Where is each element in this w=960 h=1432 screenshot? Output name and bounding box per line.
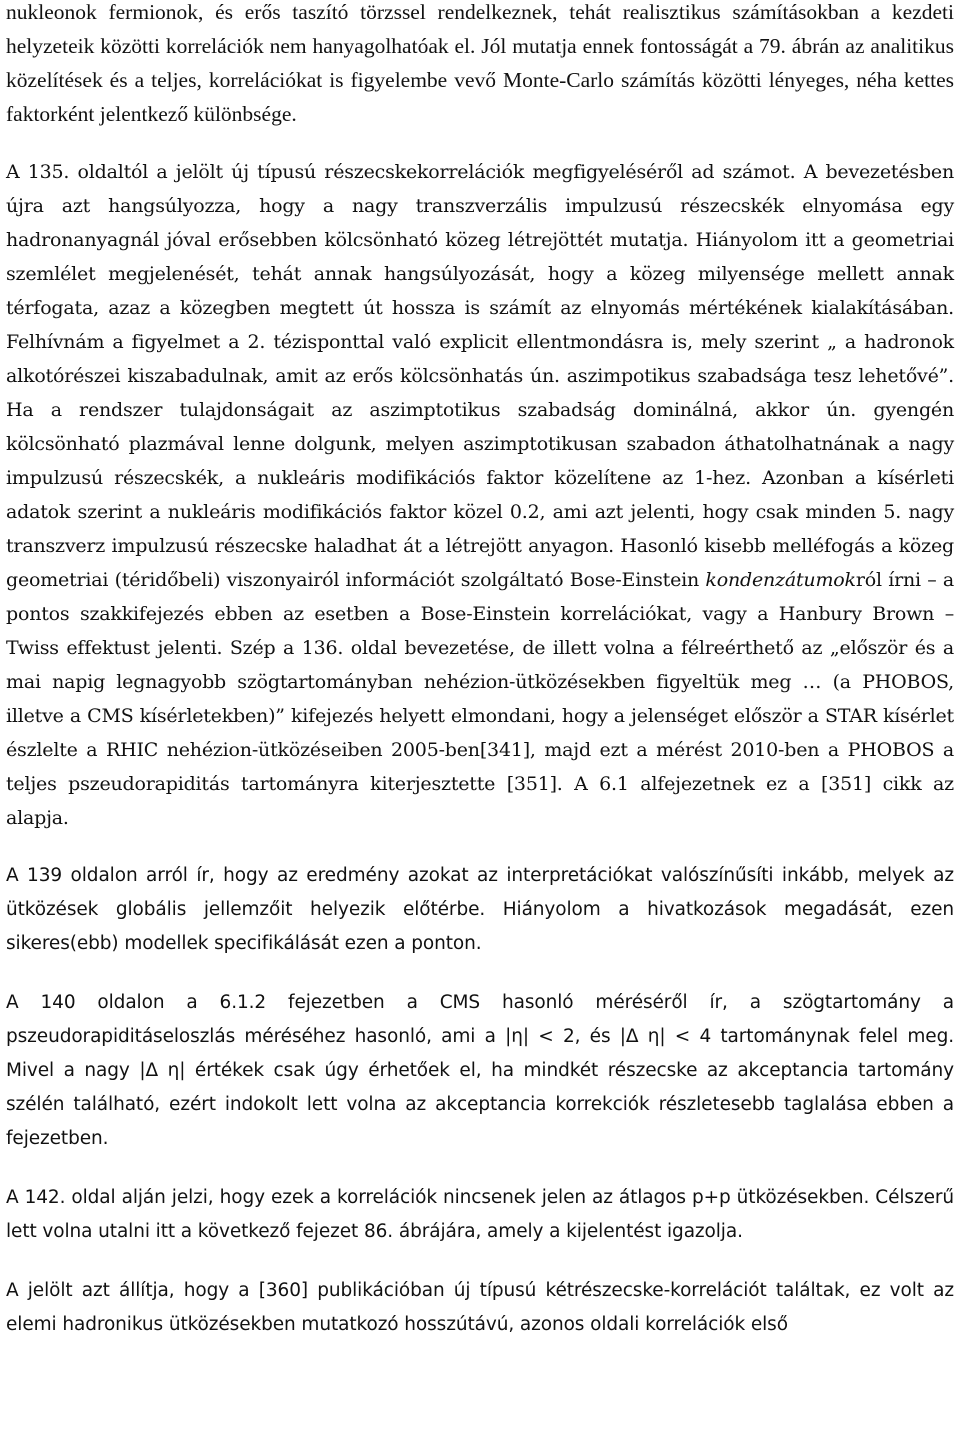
italic-term-kondenzatumok: kondenzátumok bbox=[705, 569, 856, 591]
paragraph-page-139: A 139 oldalon arról ír, hogy az eredmény azokat az interpretációkat valószínűsíti inkább, melyek az ütközések globális jellemzőit helyezik előtérbe. Hiányolom a hivatkozások megadását, ezen sikeres(ebb) modellek specifikálását ezen a ponton. bbox=[6, 865, 954, 954]
paragraph-text-part-2: ról írni – a pontos szakkifejezés ebben az esetben a Bose-Einstein korrelációkat, vagy a Hanbury Brown – Twiss effektust jelenti. Szép a 136. oldal bevezetése, de illett volna a félreérthető az „először és a mai napig legnagyobb szögtartományban nehézion-ütközésekben figyeltük meg … (a PHOBOS, illetve a CMS kísérletekben)” kifejezés helyett elmondani, hogy a jelenséget először a STAR kísérlet észlelte a RHIC nehézion-ütközéseiben 2005-ben[341], majd ezt a mérést 2010-ben a PHOBOS a teljes pszeudorapiditás tartományra kiterjesztette [351]. A 6.1 alfejezetnek ez a [351] cikk az alapja. bbox=[6, 569, 954, 829]
paragraph-publication-360: A jelölt azt állítja, hogy a [360] publikációban új típusú kétrészecske-korrelációt találtak, ez volt az elemi hadronikus ütközésekben mutatkozó hosszútávú, azonos oldali korrelációk első bbox=[6, 1280, 954, 1335]
paragraph-page-140: A 140 oldalon a 6.1.2 fejezetben a CMS hasonló méréséről ír, a szögtartomány a pszeudorapiditáseloszlás méréséhez hasonló, ami a |η| < 2, és |Δ η| < 4 tartománynak felel meg. Mivel a nagy |Δ η| értékek csak úgy érhetőek el, ha mindkét részecske az akceptancia tartomány szélén található, ezért indokolt lett volna az akceptancia korrekciók részletesebb taglalása ebben a fejezetben. bbox=[6, 992, 954, 1149]
paragraph-nucleon-correlations: nukleonok fermionok, és erős taszító törzssel rendelkeznek, tehát realisztikus számításokban a kezdeti helyzeteik közötti korrelációk nem hanyagolhatóak el. Jól mutatja ennek fontosságát a 79. ábrán az analitikus közelítések és a teljes, korrelációkat is figyelembe vevő Monte-Carlo számítás közötti lényeges, néha kettes faktorként jelentkező különbsége. bbox=[6, 0, 954, 126]
paragraph-text-part-1: A 135. oldaltól a jelölt új típusú részecskekorrelációk megfigyeléséről ad számot. A bevezetésben újra azt hangsúlyozza, hogy a nagy transzverzális impulzusú részecskék elnyomása egy hadronanyagnál jóval erősebben kölcsönható közeg létrejöttét mutatja. Hiányolom itt a geometriai szemlélet megjelenését, tehát annak hangsúlyozását, hogy a közeg milyensége mellett annak térfogata, azaz a közegben megtett út hossza is számít az elnyomás mértékének kialakításában. Felhívnám a figyelmet a 2. tézisponttal való explicit ellentmondásra is, mely szerint „ a hadronok alkotórészei kiszabadulnak, amit az erős kölcsönhatás ún. aszimpotikus szabadsága tesz lehetővé”. Ha a rendszer tulajdonságait az aszimptotikus szabadság dominálná, akkor ún. gyengén kölcsönható plazmával lenne dolgunk, melyen aszimptotikusan szabadon áthatolhatnának a nagy impulzusú részecskék, a nukleáris modifikációs faktor közelítene az 1-hez. Azonban a kísérleti adatok szerint a nukleáris modifikációs faktor közel 0.2, ami azt jelenti, hogy csak minden 5. nagy transzverz impulzusú részecske haladhat át a létrejött anyagon. Hasonló kisebb melléfogás a közeg geometriai (téridőbeli) viszonyairól információt szolgáltató Bose-Einstein bbox=[6, 161, 954, 591]
paragraph-page-142: A 142. oldal alján jelzi, hogy ezek a korrelációk nincsenek jelen az átlagos p+p ütközésekben. Célszerű lett volna utalni itt a következő fejezet 86. ábrájára, amely a kijelentést igazolja. bbox=[6, 1187, 954, 1242]
paragraph-page-135-review bbox=[6, 155, 954, 835]
